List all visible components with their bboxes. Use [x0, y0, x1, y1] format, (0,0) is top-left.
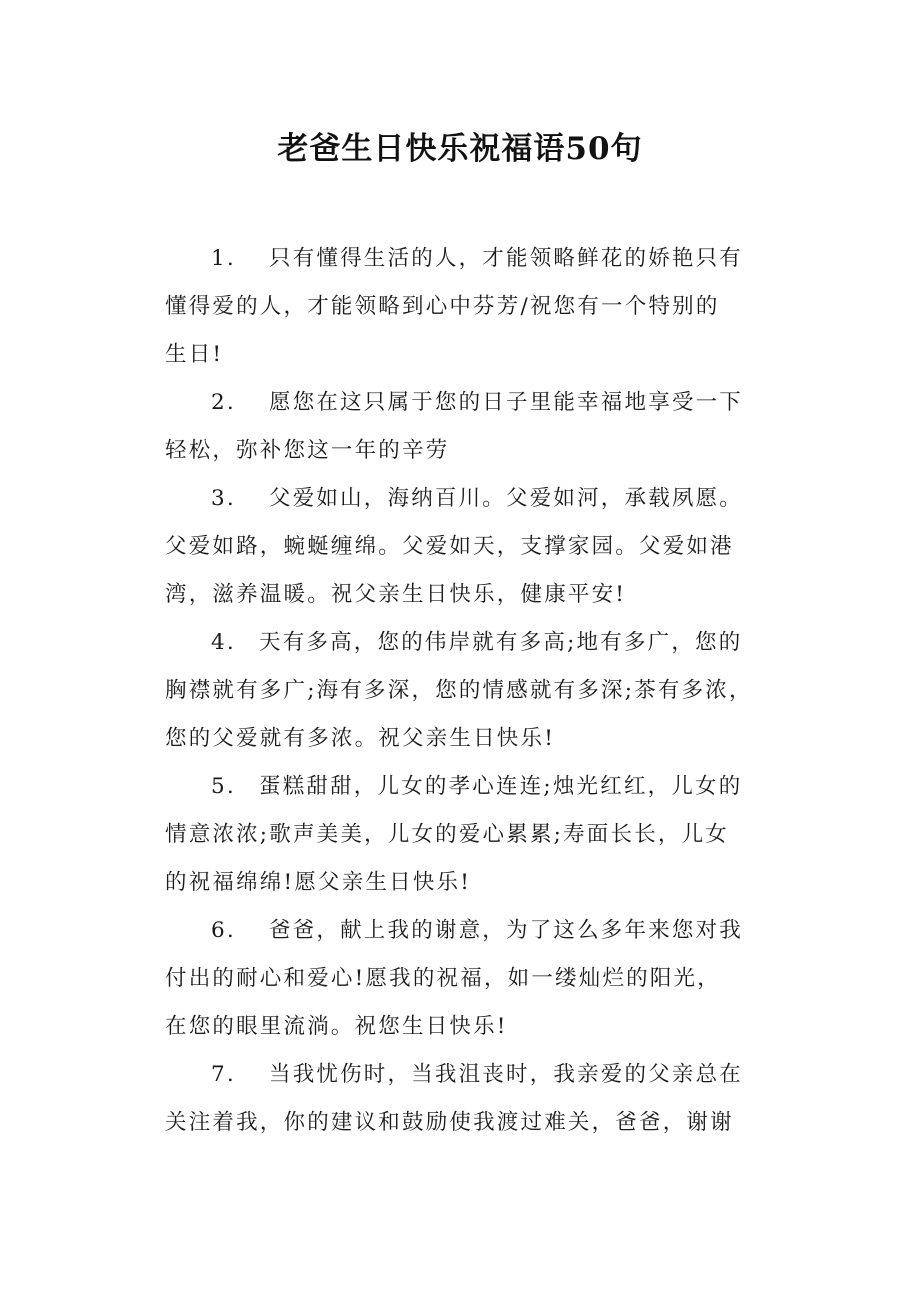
item-3-line-2: 父爱如路，蜿蜒缠绵。父爱如天，支撑家园。父爱如港	[165, 534, 734, 559]
item-6-line-2: 付出的耐心和爱心!愿我的祝福，如一缕灿烂的阳光，	[165, 966, 721, 991]
item-3-line-1	[165, 484, 743, 514]
item-4-line-2: 胸襟就有多广;海有多深，您的情感就有多深;茶有多浓，	[165, 678, 753, 703]
item-7-line-1	[165, 1060, 743, 1090]
item-number: 7.	[211, 1062, 236, 1087]
item-1-line-3: 生日!	[165, 342, 224, 367]
item-number: 5.	[211, 774, 236, 799]
item-number: 3.	[211, 486, 236, 511]
item-number: 2.	[211, 390, 236, 415]
item-2-line-1	[165, 388, 743, 418]
item-text: 当我忧伤时，当我沮丧时，我亲爱的父亲总在	[269, 1062, 744, 1087]
item-text: 天有多高，您的伟岸就有多高;地有多广，您的	[259, 630, 743, 655]
item-6-line-1	[165, 916, 743, 946]
item-number: 4.	[211, 630, 236, 655]
item-text: 爸爸，献上我的谢意，为了这么多年来您对我	[269, 918, 744, 943]
item-text: 父爱如山，海纳百川。父爱如河，承载夙愿。	[269, 486, 744, 511]
item-5-line-1	[165, 772, 742, 802]
item-3-line-3: 湾，滋养温暖。祝父亲生日快乐，健康平安!	[165, 582, 627, 607]
item-4-line-3: 您的父爱就有多浓。祝父亲生日快乐!	[165, 726, 556, 751]
item-number: 1.	[211, 246, 236, 271]
item-7-line-2: 关注着我，你的建议和鼓励使我渡过难关，爸爸，谢谢	[165, 1110, 734, 1135]
item-2-line-2: 轻松，弥补您这一年的辛劳	[165, 438, 450, 463]
item-6-line-3: 在您的眼里流淌。祝您生日快乐!	[165, 1014, 508, 1039]
item-5-line-3: 的祝福绵绵!愿父亲生日快乐!	[165, 870, 472, 895]
item-1-line-2: 懂得爱的人，才能领略到心中芬芳/祝您有一个特别的	[165, 294, 720, 319]
item-text: 蛋糕甜甜，儿女的孝心连连;烛光红红，儿女的	[259, 774, 743, 799]
item-text: 愿您在这只属于您的日子里能幸福地享受一下	[269, 390, 744, 415]
item-4-line-1	[165, 628, 742, 658]
document-title: 老爸生日快乐祝福语50句	[277, 131, 643, 167]
item-text: 只有懂得生活的人，才能领略鲜花的娇艳只有	[269, 246, 744, 271]
item-5-line-2: 情意浓浓;歌声美美，儿女的爱心累累;寿面长长，儿女	[165, 822, 729, 847]
item-number: 6.	[211, 918, 236, 943]
item-1-line-1	[165, 244, 743, 274]
